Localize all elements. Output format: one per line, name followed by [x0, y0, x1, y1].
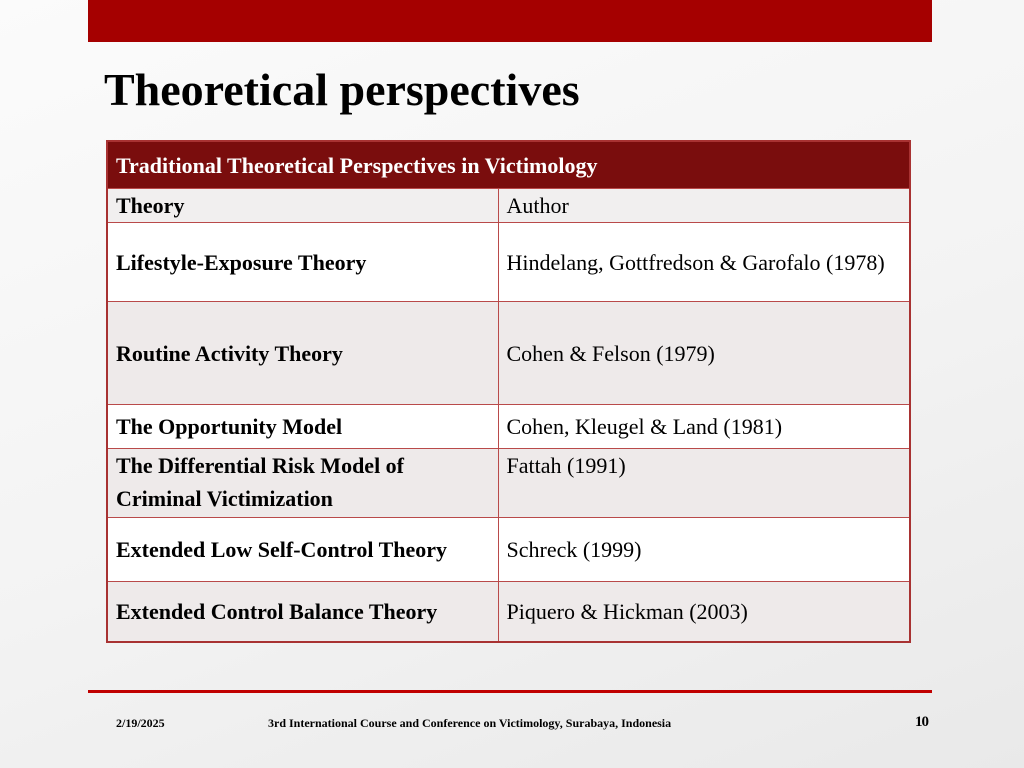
theory-cell: Extended Low Self-Control Theory: [107, 518, 498, 582]
theory-cell: Extended Control Balance Theory: [107, 582, 498, 643]
theory-cell: The Opportunity Model: [107, 405, 498, 449]
top-accent-bar: [88, 0, 932, 42]
table-row: [107, 449, 910, 518]
theories-table: [106, 140, 911, 643]
table-caption: Traditional Theoretical Perspectives in Victimology: [107, 141, 910, 189]
author-cell: Fattah (1991): [498, 449, 910, 518]
table-row: [107, 223, 910, 302]
table-row: [107, 518, 910, 582]
author-cell: Cohen & Felson (1979): [498, 302, 910, 405]
table-row: [107, 302, 910, 405]
author-cell: Piquero & Hickman (2003): [498, 582, 910, 643]
theory-cell: Routine Activity Theory: [107, 302, 498, 405]
header-theory: Theory: [107, 189, 498, 223]
table-row: [107, 405, 910, 449]
author-cell: Cohen, Kleugel & Land (1981): [498, 405, 910, 449]
slide-title: Theoretical perspectives: [104, 64, 580, 115]
footer-date: 2/19/2025: [116, 716, 165, 730]
page-number: 10: [915, 714, 928, 730]
theory-cell: Lifestyle-Exposure Theory: [107, 223, 498, 302]
table-header-row: [107, 189, 910, 223]
table-caption-row: [107, 141, 910, 189]
header-author: Author: [498, 189, 910, 223]
footer-divider: [88, 690, 932, 693]
author-cell: Schreck (1999): [498, 518, 910, 582]
table-row: [107, 582, 910, 643]
author-cell: Hindelang, Gottfredson & Garofalo (1978): [498, 223, 910, 302]
theory-cell: The Differential Risk Model of Criminal Victimization: [107, 449, 498, 518]
footer-conference-text: 3rd International Course and Conference on Victimology, Surabaya, Indonesia: [268, 716, 672, 730]
